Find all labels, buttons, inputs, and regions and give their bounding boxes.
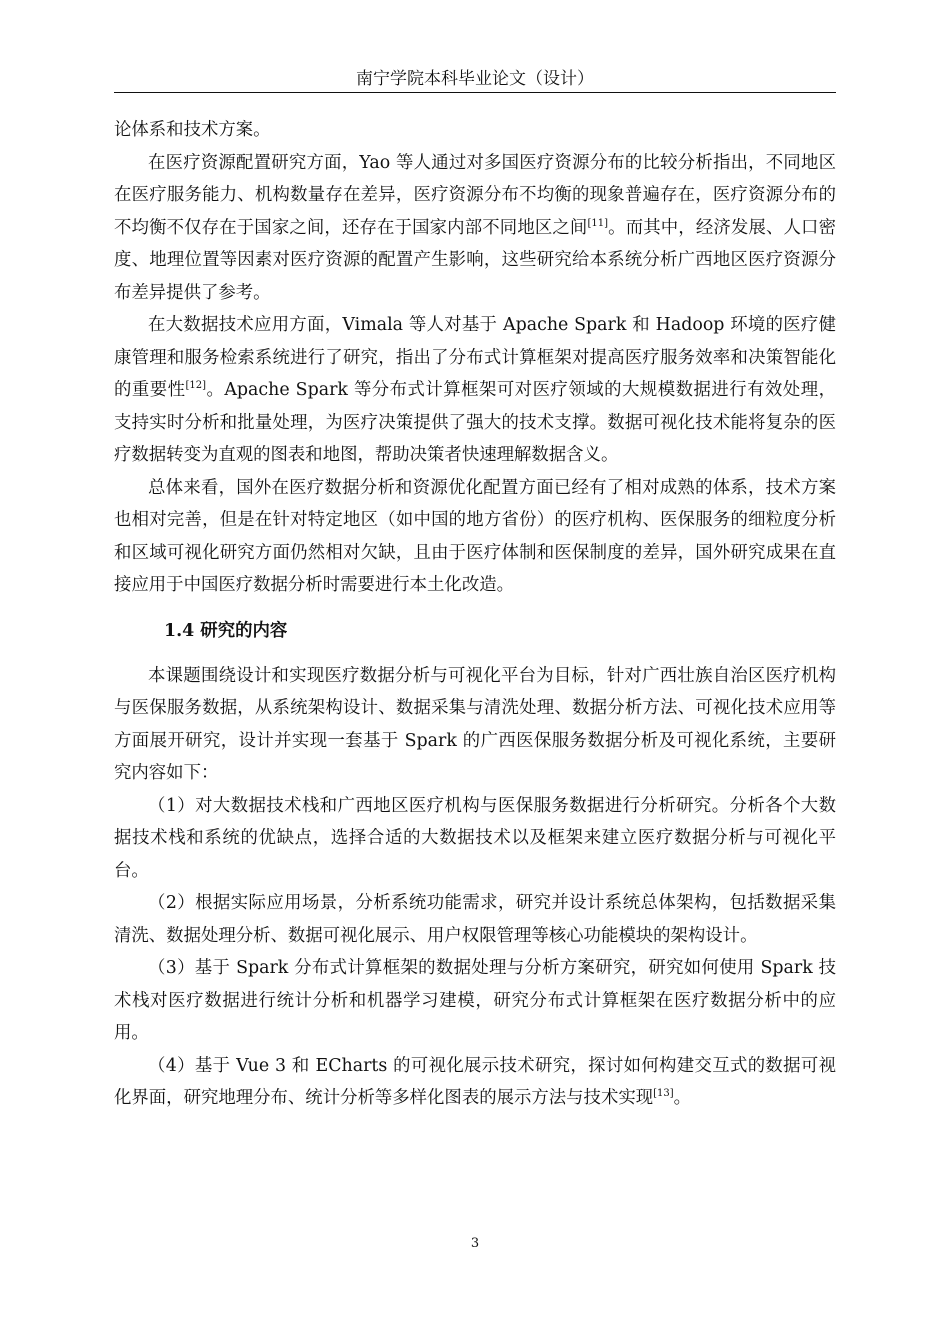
list-item-text: 。 [673,1088,692,1108]
paragraph-text: 论体系和技术方案。 [114,120,271,140]
list-item-text: （2）根据实际应用场景，分析系统功能需求，研究并设计系统总体架构，包括数据采集清洗、数据处理分析、数据可视化展示、用户权限管理等核心功能模块的架构设计。 [114,893,836,946]
paragraph-resource-allocation [114,147,836,310]
paragraph-continuation [114,114,836,147]
list-item-3 [114,952,836,1050]
list-item-2 [114,887,836,952]
page-header: 南宁学院本科毕业论文（设计） [356,69,594,89]
citation-ref: [13] [653,1088,674,1099]
section-heading: 1.4 研究的内容 [164,620,288,641]
paragraph-text: 在医疗资源配置研究方面，Yao 等人通过对多国医疗资源分布的比较分析指出，不同地区在医疗服务能力、机构数量存在差异，医疗资源分布不均衡的现象普遍存在，医疗资源分布的不均衡不仅存在于国家之间，还存在于国家内部不同地区之间 [114,152,836,238]
header-rule [114,92,836,93]
paragraph-text: 。Apache Spark 等分布式计算框架可对医疗领域的大规模数据进行有效处理，支持实时分析和批量处理，为医疗决策提供了强大的技术支撑。数据可视化技术能将复杂的医疗数据转变为直观的图表和地图，帮助决策者快速理解数据含义。 [114,380,836,465]
list-item-text: （3）基于 Spark 分布式计算框架的数据处理与分析方案研究，研究如何使用 Spark 技术栈对医疗数据进行统计分析和机器学习建模，研究分布式计算框架在医疗数据分析中的应用。 [114,958,836,1043]
paragraph-big-data [114,309,836,472]
list-item-text: （1）对大数据技术栈和广西地区医疗机构与医保服务数据进行分析研究。分析各个大数据技术栈和系统的优缺点，选择合适的大数据技术以及框架来建立医疗数据分析与可视化平台。 [114,795,836,881]
paragraph-summary [114,472,836,602]
citation-ref: [12] [185,380,207,391]
body-text [114,114,836,1115]
paragraph-text: 。而其中，经济发展、人口密度、地理位置等因素对医疗资源的配置产生影响，这些研究给本系统分析广西地区医疗资源分布差异提供了参考。 [114,217,836,303]
list-item-1 [114,790,836,888]
paragraph-section-intro [114,660,836,790]
page-number: 3 [470,1236,480,1251]
paragraph-text: 总体来看，国外在医疗数据分析和资源优化配置方面已经有了相对成熟的体系，技术方案也相对完善，但是在针对特定地区（如中国的地方省份）的医疗机构、医保服务的细粒度分析和区域可视化研究方面仍然相对欠缺，且由于医疗体制和医保制度的差异，国外研究成果在直接应用于中国医疗数据分析时需要进行本土化改造。 [114,477,836,595]
list-item-4 [114,1050,836,1115]
paragraph-text: 在大数据技术应用方面，Vimala 等人对基于 Apache Spark 和 Hadoop 环境的医疗健康管理和服务检索系统进行了研究，指出了分布式计算框架对提高医疗服务效率和决策智能化的重要性 [114,315,836,400]
list-item-text: （4）基于 Vue 3 和 ECharts 的可视化展示技术研究，探讨如何构建交互式的数据可视化界面，研究地理分布、统计分析等多样化图表的展示方法与技术实现 [114,1055,836,1108]
paragraph-text: 本课题围绕设计和实现医疗数据分析与可视化平台为目标，针对广西壮族自治区医疗机构与医保服务数据，从系统架构设计、数据采集与清洗处理、数据分析方法、可视化技术应用等方面展开研究，设计并实现一套基于 Spark 的广西医保服务数据分析及可视化系统，主要研究内容如下： [114,665,836,783]
citation-ref: [11] [587,217,609,229]
